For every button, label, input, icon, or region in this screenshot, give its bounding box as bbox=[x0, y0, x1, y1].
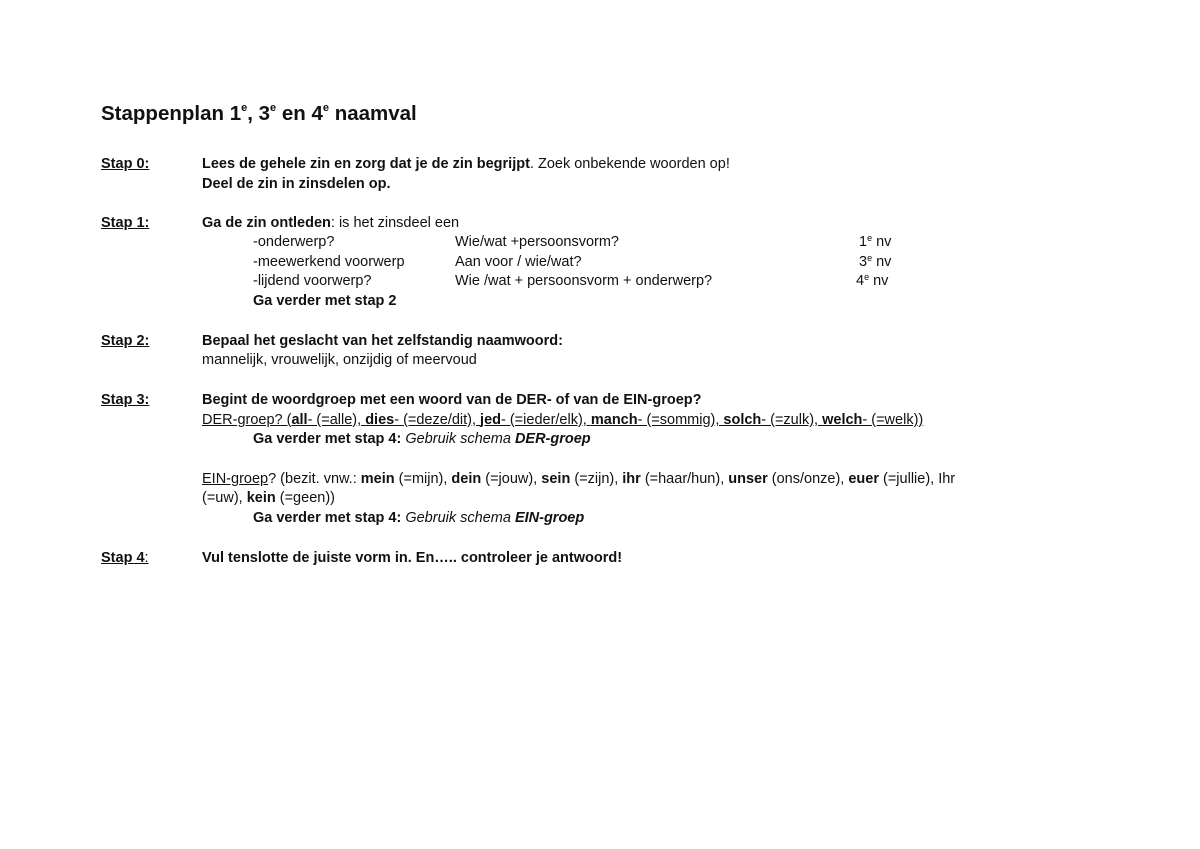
stap-1-row-1-case: 1e nv bbox=[859, 233, 892, 250]
stap-1-row-1-question: Wie/wat +persoonsvorm? bbox=[455, 234, 619, 250]
ein-groep-line-1: EIN-groep? (bezit. vnw.: mein (=mijn), dein (=jouw), sein (=zijn), ihr (=haar/hun), unser (ons/onze), euer (=jullie), Ihr bbox=[202, 471, 956, 487]
stap-2-label: Stap 2: bbox=[101, 333, 150, 349]
stap-1-row-3-case: 4e nv bbox=[856, 272, 889, 289]
stap-1-row-3-part: -lijdend voorwerp? bbox=[253, 273, 372, 289]
stap-1-intro: Ga de zin ontleden: is het zinsdeel een bbox=[202, 215, 460, 231]
stap-3-question: Begint de woordgroep met een woord van de DER- of van de EIN-groep? bbox=[202, 392, 702, 408]
stap-1-row-2-question: Aan voor / wie/wat? bbox=[455, 254, 582, 270]
stap-4-label: Stap 4: bbox=[101, 550, 149, 566]
stap-1-next: Ga verder met stap 2 bbox=[253, 293, 397, 309]
stap-2-line-2: mannelijk, vrouwelijk, onzijdig of meervoud bbox=[202, 352, 477, 368]
stap-1-row-2-part: -meewerkend voorwerp bbox=[253, 254, 405, 270]
stap-0-label: Stap 0: bbox=[101, 156, 150, 172]
stap-0-line-1: Lees de gehele zin en zorg dat je de zin begrijpt. Zoek onbekende woorden op! bbox=[202, 156, 730, 172]
stap-1-row-1-part: -onderwerp? bbox=[253, 234, 335, 250]
stap-1-label: Stap 1: bbox=[101, 215, 150, 231]
stap-3-label: Stap 3: bbox=[101, 392, 150, 408]
ein-groep-line-2: (=uw), kein (=geen)) bbox=[202, 490, 335, 506]
stap-1-row-2-case: 3e nv bbox=[859, 253, 892, 270]
der-groep-next: Ga verder met stap 4: Gebruik schema DER-groep bbox=[253, 431, 591, 447]
stap-0-line-2: Deel de zin in zinsdelen op. bbox=[202, 176, 391, 192]
stap-1-row-3-question: Wie /wat + persoonsvorm + onderwerp? bbox=[455, 273, 713, 289]
page-title: Stappenplan 1e, 3e en 4e naamval bbox=[101, 102, 417, 125]
der-groep-line: DER-groep? (all- (=alle), dies- (=deze/dit), jed- (=ieder/elk), manch- (=sommig), solch- (=zulk), welch- (=welk)) bbox=[202, 412, 924, 428]
ein-groep-next: Ga verder met stap 4: Gebruik schema EIN-groep bbox=[253, 510, 585, 526]
stap-2-line-1: Bepaal het geslacht van het zelfstandig naamwoord: bbox=[202, 333, 563, 349]
stap-4-text: Vul tenslotte de juiste vorm in. En….. controleer je antwoord! bbox=[202, 550, 623, 566]
